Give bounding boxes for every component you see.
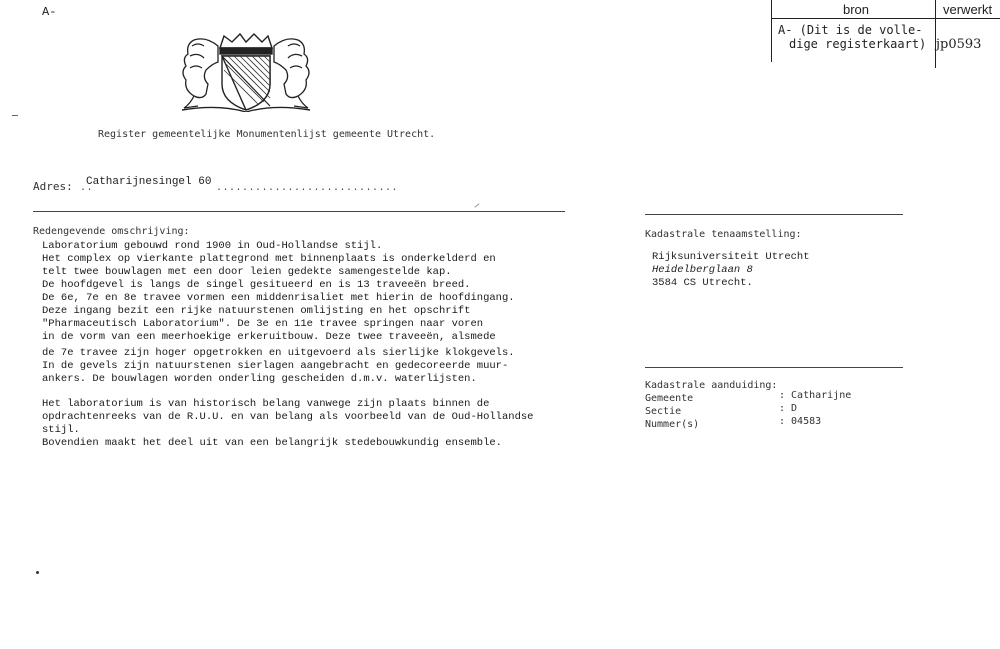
significance-line: Het laboratorium is van historisch belang vanwege zijn plaats binnen de [42,398,490,410]
aanduiding-value-sectie: : D [779,403,798,414]
header-bron: bron [843,2,870,17]
stray-mark [12,115,18,116]
description-line: Laboratorium gebouwd rond 1900 in Oud-Hollandse stijl. [42,240,383,252]
verwerkt-value: jp0593 [936,37,982,52]
aanduiding-label-sectie: Sectie [645,406,682,417]
stray-mark [474,203,479,208]
bron-line-2: dige registerkaart) [789,37,927,51]
aanduiding-value-nummers: : 04583 [779,416,822,427]
description-heading: Redengevende omschrijving: [33,226,190,237]
description-line: in de vorm van een meerhoekige erkeruitbouw. Deze twee traveeën, alsmede [42,331,496,343]
description-line: ankers. De bouwlagen worden onderling gescheiden d.m.v. waterlijsten. [42,373,477,385]
aanduiding-heading: Kadastrale aanduiding: [645,380,778,391]
right-divider-middle [645,367,903,368]
register-title: Register gemeentelijke Monumentenlijst gemeente Utrecht. [98,129,436,140]
aanduiding-label-gemeente: Gemeente [645,393,694,404]
address-value: Catharijnesingel 60 [86,176,212,188]
header-verwerkt: verwerkt [943,2,993,17]
address-label: Adres: [33,180,73,193]
source-box [771,0,1000,62]
tenaamstelling-heading: Kadastrale tenaamstelling: [645,229,802,240]
bron-line-1: A- (Dit is de volle- [778,23,923,37]
significance-line: Bovendien maakt het deel uit van een belangrijk stedebouwkundig ensemble. [42,437,502,449]
aanduiding-label-nummers: Nummer(s) [645,419,700,430]
description-line: telt twee bouwlagen met een door leien gedekte samengestelde kap. [42,266,452,278]
significance-line: opdrachtenreeks van de R.U.U. en van belang als voorbeeld van de Oud-Hollandse [42,411,534,423]
owner-street: Heidelberglaan 8 [652,264,753,276]
owner-name: Rijksuniversiteit Utrecht [652,251,810,263]
description-line: De 6e, 7e en 8e travee vormen een middenrisaliet met hierin de hoofdingang. [42,292,515,304]
description-line: In de gevels zijn natuurstenen sierlagen aangebracht en gedecoreerde muur- [42,360,509,372]
significance-line: stijl. [42,424,80,436]
corner-code: A- [42,5,57,19]
aanduiding-value-gemeente: : Catharijne [779,390,852,401]
address-dots: ............................ [216,183,399,194]
description-line: de 7e travee zijn hoger opgetrokken en uitgevoerd als sierlijke klokgevels. [42,347,515,359]
description-line: Deze ingang bezit een rijke natuurstenen omlijsting en het opschrift [42,305,471,317]
left-divider [33,211,565,212]
coat-of-arms-logo [178,32,314,112]
description-line: "Pharmaceutisch Laboratorium". De 3e en 11e travee springen naar voren [42,318,484,330]
owner-city: 3584 CS Utrecht. [652,277,753,289]
stray-dot [36,571,39,574]
description-line: De hoofdgevel is langs de singel gesitueerd en is 13 traveeën breed. [42,279,471,291]
address-dots-left: .. [80,183,94,194]
right-divider-top [645,214,903,215]
description-line: Het complex op vierkante plattegrond met binnenplaats is onderkelderd en [42,253,496,265]
